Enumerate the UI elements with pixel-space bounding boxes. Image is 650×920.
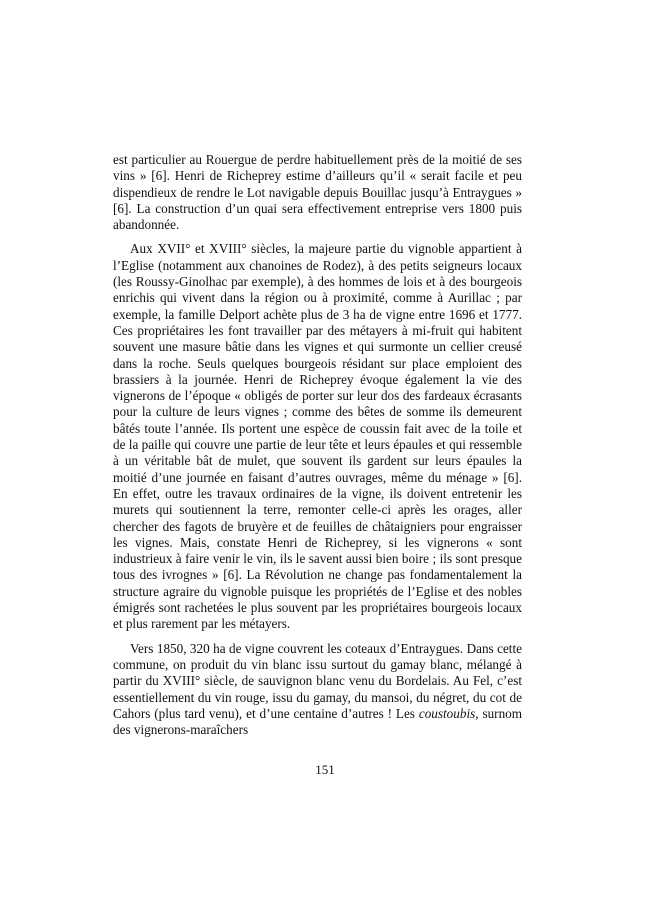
paragraph-3-text-start: Vers 1850, 320 ha de vigne couvrent les coteaux d’Entraygues. Dans cette commune, on produit du vin blanc issu surtout du gamay blanc, mélangé à partir du XVIII° siècle, de sauvignon blanc venu du Bordelais. Au Fel, c’est essentiellement du vin rouge, issu du gamay, du mansoi, du négret, du cot de Cahors (plus tard venu), et d’une centaine d’autres ! Les bbox=[113, 640, 522, 721]
paragraph-1 bbox=[113, 152, 522, 233]
paragraph-3 bbox=[113, 641, 522, 739]
paragraph-1-text: est particulier au Rouergue de perdre habituellement près de la moitié de ses vins » [6]. Henri de Richeprey estime d’ailleurs qu’il « serait facile et peu dispendieux de rendre le Lot navigable depuis Bouillac jusqu’à Entraygues » [6]. La construction d’un quai sera effectivement entreprise vers 1800 puis abandonnée. bbox=[113, 152, 522, 233]
page-number: 151 bbox=[315, 762, 335, 777]
paragraph-2-text: Aux XVII° et XVIII° siècles, la majeure partie du vignoble appartient à l’Eglise (notamment aux chanoines de Rodez), à des petits seigneurs locaux (les Roussy-Ginolhac par exemple), à des hommes de lois et à des bourgeois enrichis qui vivent dans la région ou à proximité, comme à Aurillac ; par exemple, la famille Delport achète plus de 3 ha de vigne entre 1696 et 1777. Ces propriétaires les font travailler par des métayers à mi-fruit qui habitent souvent une masure bâtie dans les vignes et qui surmonte un cellier creusé dans la roche. Seuls quelques bourgeois résidant sur place emploient des brassiers à la journée. Henri de Richeprey évoque également la vie des vignerons de l’époque « obligés de porter sur leur dos des fardeaux écrasants pour la culture de leurs vignes ; comme des bêtes de somme ils demeurent bâtés toute l’année. Ils portent une espèce de coussin fait avec de la toile et de la paille qui couvre une partie de leur tête et leurs épaules et qui ressemble à un véritable bât de mulet, que souvent ils gardent sur leurs épaules la moitié d’une journée en faisant d’autres ouvrages, même du ménage » [6]. En effet, outre les travaux ordinaires de la vigne, ils doivent entretenir les murets qui soutiennent la terre, remonter celle-ci après les orages, aller chercher des fagots de bruyère et de feuilles de châtaigniers pour engraisser les vignes. Mais, constate Henri de Richeprey, si les vignerons « sont industrieux à faire venir le vin, ils le savent aussi bien boire ; ils sont presque tous des ivrognes » [6]. La Révolution ne change pas fondamentalement la structure agraire du vignoble puisque les propriétés de l’Eglise et des nobles émigrés sont rachetées le plus souvent par les propriétaires bourgeois locaux et plus rarement par les métayers. bbox=[113, 241, 522, 632]
paragraph-3-text-end: , surnom des vignerons-maraîchers bbox=[113, 705, 523, 738]
paragraph-3-italic-term: coustoubis bbox=[418, 705, 476, 721]
page-body bbox=[113, 152, 522, 746]
paragraph-2 bbox=[113, 241, 522, 632]
